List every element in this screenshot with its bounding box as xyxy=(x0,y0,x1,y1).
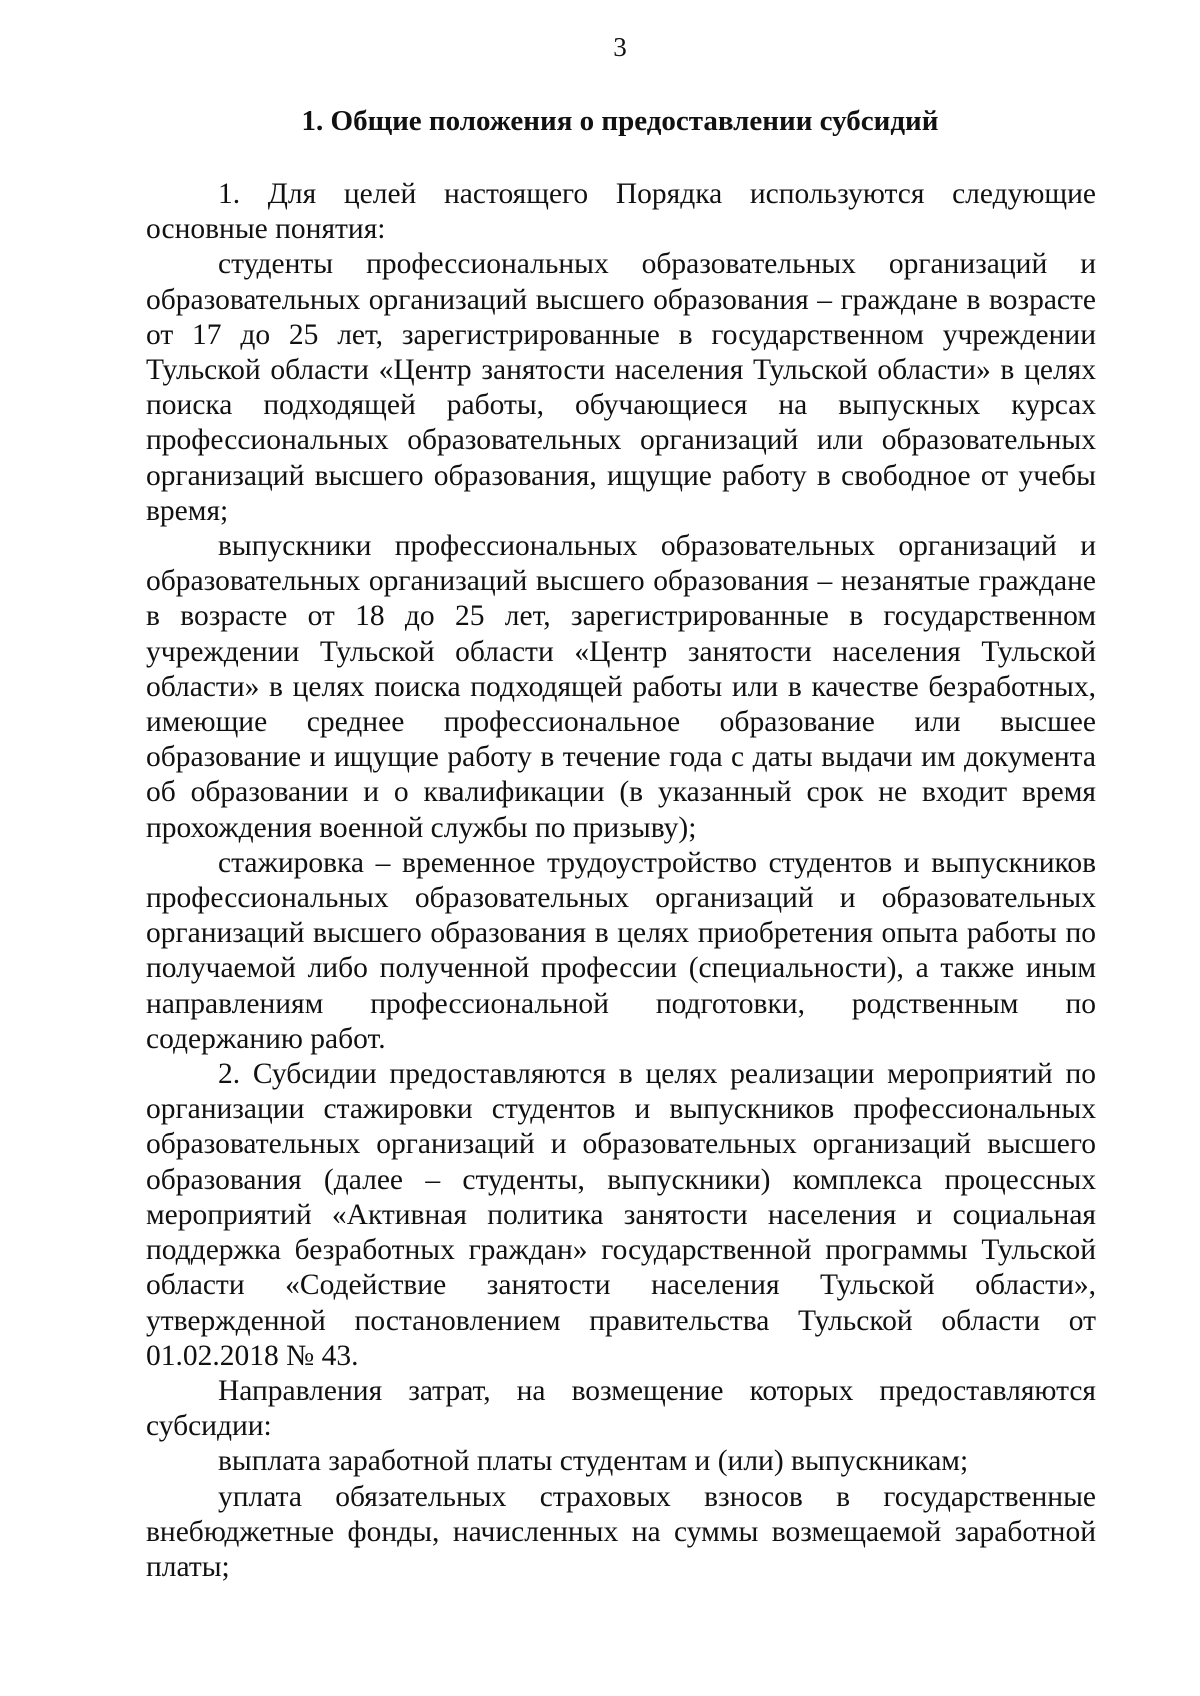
paragraph-internship-definition: стажировка – временное трудоустройство студентов и выпускников профессиональных образовательных организаций и образовательных организаций высшего образования в целях приобретения опыта работы по получаемой либо полученной профессии (специальности), а также иным направлениям профессиональной подготовки, родственным по содержанию работ. xyxy=(146,846,1096,1055)
paragraph-subsidy-purpose: 2. Субсидии предоставляются в целях реализации мероприятий по организации стажировки студентов и выпускников профессиональных образовательных организаций и образовательных организаций высшего образования (далее – студенты, выпускники) комплекса процессных мероприятий «Активная политика занятости населения и социальная поддержка безработных граждан» государственной программы Тульской области «Содействие занятости населения Тульской области», утвержденной постановлением правительства Тульской области от 01.02.2018 № 43. xyxy=(146,1058,1096,1372)
paragraph-definitions-intro: 1. Для целей настоящего Порядка используются следующие основные понятия: xyxy=(146,178,1096,246)
paragraph-insurance-contributions: уплата обязательных страховых взносов в государственные внебюджетные фонды, начисленных на суммы возмещаемой заработной платы; xyxy=(146,1480,1096,1583)
paragraph-salary-payment: выплата заработной платы студентам и (или) выпускникам; xyxy=(218,1445,969,1478)
document-body xyxy=(146,177,1096,1585)
paragraph-cost-directions: Направления затрат, на возмещение которых предоставляются субсидии: xyxy=(146,1374,1096,1443)
paragraph-graduates-definition: выпускники профессиональных образовательных организаций и образовательных организаций высшего образования – незанятые граждане в возрасте от 18 до 25 лет, зарегистрированные в государственном учреждении Тульской области «Центр занятости населения Тульской области» в целях поиска подходящей работы или в качестве безработных, имеющие среднее профессиональное образование или высшее образование и ищущие работу в течение года с даты выдачи им документа об образовании и о квалификации (в указанный срок не входит время прохождения военной службы по призыву); xyxy=(146,530,1096,844)
paragraph-students-definition: студенты профессиональных образовательных организаций и образовательных организаций высшего образования – граждане в возрасте от 17 до 25 лет, зарегистрированные в государственном учреждении Тульской области «Центр занятости населения Тульской области» в целях поиска подходящей работы, обучающиеся на выпускных курсах профессиональных образовательных организаций или образовательных организаций высшего образования, ищущие работу в свободное от учебы время; xyxy=(146,248,1096,527)
page-number: 3 xyxy=(613,32,627,62)
section-heading: 1. Общие положения о предоставлении субсидий xyxy=(301,105,939,137)
